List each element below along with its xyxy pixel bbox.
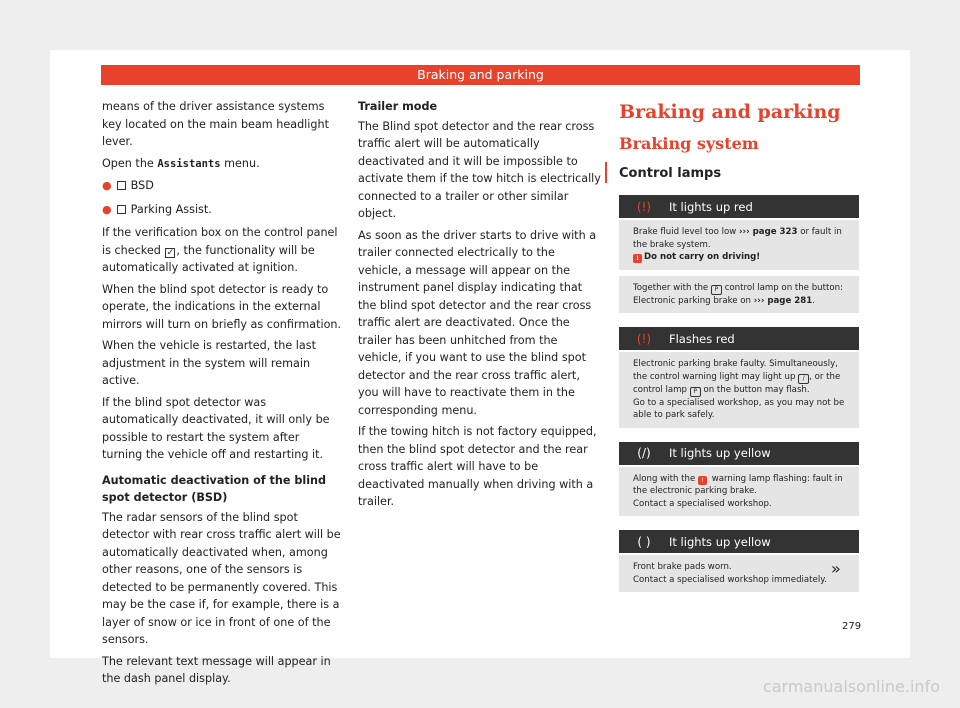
warning-icon: !: [633, 254, 642, 263]
paragraph: As soon as the driver starts to drive with a trailer connected electrically to the vehicle, a message will appear on the instrument panel display indicating that the blind spot detector and the rear cross traffic alert are deactivated. Once the trailer has been unhitched from the vehicle, if you want to use the blind spot detector and the rear cross traffic alert, you will have to reactivate them in the corresponding menu.: [358, 228, 597, 417]
watermark: carmanualsonline.info: [762, 677, 940, 696]
subheading: Automatic deactivation of the blind spot detector (BSD): [102, 473, 326, 504]
bullet-icon: ●: [102, 179, 112, 192]
lamp-description: Along with the ! warning lamp flashing: fault in the electronic parking brake. Contact a specialised workshop.: [619, 467, 859, 517]
paragraph: When the blind spot detector is ready to operate, the indications in the external mirrors will turn on briefly as confirmation.: [102, 282, 342, 331]
column-1: [102, 98, 342, 692]
paragraph: The relevant text message will appear in the dash panel display.: [102, 654, 331, 685]
parking-brake-icon: P: [711, 285, 722, 295]
subheading: Trailer mode: [358, 100, 438, 113]
checkbox-checked-icon: ✓: [166, 247, 175, 258]
brake-pad-icon: ( ): [637, 534, 651, 549]
menu-name: Assistants: [157, 157, 221, 170]
checkbox-icon: [117, 205, 126, 214]
divider: [619, 270, 859, 276]
control-lamps-heading: Control lamps: [605, 162, 859, 183]
paragraph: If the blind spot detector was automatically deactivated, it will only be possible to restart the system after turning the vehicle off and restarting it.: [102, 395, 330, 461]
paragraph: When the vehicle is restarted, the last adjustment in the system will remain active.: [102, 339, 316, 387]
paragraph-open-menu: Open the Assistants menu.: [102, 156, 260, 170]
lamp-description: Electronic parking brake faulty. Simultaneously, the control warning light may light up / , or the control lamp P on the button may flash. Go to a specialised workshop, as you may not be able to park safely.: [619, 352, 859, 428]
lamp-header-flash-red: (!) Flashes red: [619, 327, 859, 350]
section-title: Braking and parking: [619, 101, 841, 123]
paragraph: The Blind spot detector and the rear cross traffic alert will be automatically deactivated and it will be impossible to activate them if the tow hitch is electrically connected to a trailer or other similar object.: [358, 119, 601, 220]
brake-fault-icon: (/): [637, 446, 651, 460]
parking-brake-icon: P: [690, 387, 701, 397]
page-reference: ››› page 323: [739, 227, 798, 237]
brake-warning-icon: (!): [636, 331, 652, 346]
lamp-description: Brake fluid level too low ››› page 323 or fault in the brake system. ! Do not carry on driving! Together with the P control lamp on the button: Electronic parking brake on ››› page 281.: [619, 220, 859, 313]
paragraph: means of the driver assistance systems key located on the main beam headlight lever.: [102, 100, 329, 148]
paragraph: If the towing hitch is not factory equipped, then the blind spot detector and the rear cross traffic alert will have to be deactivated manually when driving with a trailer.: [358, 425, 597, 508]
column-3: [619, 100, 859, 592]
page-reference: ››› page 281: [753, 295, 813, 306]
lamp-header-yellow: (/) It lights up yellow: [619, 442, 859, 465]
column-2: [358, 98, 601, 515]
list-item: ● Parking Assist.: [102, 201, 342, 219]
paragraph: The radar sensors of the blind spot detector with rear cross traffic alert will be automatically deactivated when, among other reasons, one of the sensors is detected to be permanently covered. This may be the case if, for example, there is a layer of snow or ice in front of one of the sensors.: [102, 510, 341, 646]
list-item: ● BSD: [102, 177, 342, 195]
chapter-header: Braking and parking: [101, 65, 860, 85]
section-subtitle: Braking system: [619, 134, 759, 153]
lamp-header-red: (!) It lights up red: [619, 195, 859, 218]
continue-icon: »: [831, 559, 841, 578]
bullet-icon: ●: [102, 202, 112, 216]
brake-warning-icon: !: [698, 476, 707, 485]
lamp-header-yellow-pads: ( ) It lights up yellow: [619, 530, 859, 553]
checkbox-icon: [117, 181, 126, 190]
page-number: 279: [842, 621, 862, 632]
brake-warning-icon: (!): [636, 199, 652, 214]
lamp-description: Front brake pads worn. Contact a specialised workshop immediately.: [619, 555, 859, 592]
paragraph: If the verification box on the control panel is checked ✓ , the functionality will be automatically activated at ignition.: [102, 226, 338, 274]
brake-fault-icon: /: [798, 374, 809, 384]
